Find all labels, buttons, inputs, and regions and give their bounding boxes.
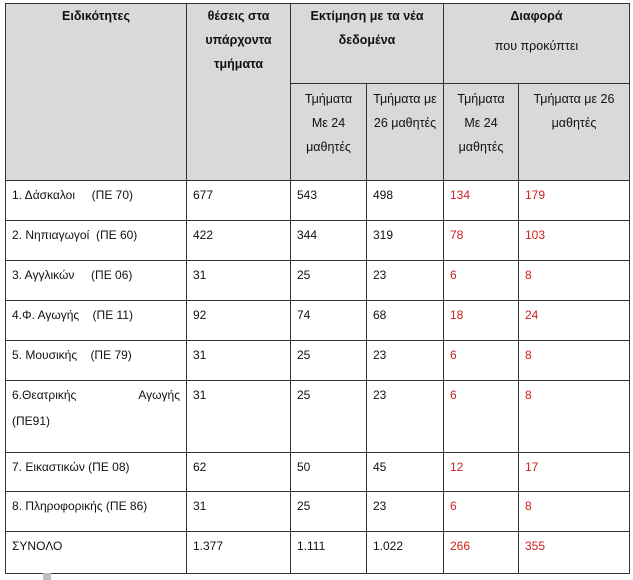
- table-row: [6, 181, 630, 221]
- row-specialty: 3. Αγγλικών (ΠΕ 06): [6, 261, 187, 301]
- row-specialty: 7. Εικαστικών (ΠΕ 08): [6, 453, 187, 492]
- row-est-26: 23: [367, 381, 444, 453]
- row-specialty: 8. Πληροφορικής (ΠΕ 86): [6, 492, 187, 532]
- row-specialty: 1. Δάσκαλοι (ΠΕ 70): [6, 181, 187, 221]
- row-diff-24: 6: [444, 261, 519, 301]
- row-diff-26: 8: [519, 381, 630, 453]
- row-diff-24: 18: [444, 301, 519, 341]
- table-row: [6, 221, 630, 261]
- row-est-24: 543: [291, 181, 367, 221]
- row-specialty: [6, 381, 187, 453]
- header-difference: [444, 4, 630, 84]
- row-diff-24: 6: [444, 381, 519, 453]
- header-difference-subtitle: που προκύπτει: [494, 39, 579, 53]
- page-edge-mark: [43, 573, 51, 580]
- row-diff-24: 134: [444, 181, 519, 221]
- row-est-26: 498: [367, 181, 444, 221]
- header-specialties: Ειδικότητες: [6, 4, 187, 181]
- header-difference-title: Διαφορά: [510, 9, 563, 23]
- row-est-24: 74: [291, 301, 367, 341]
- row-existing: 31: [187, 261, 291, 301]
- header-estimate-24: Τμήματα Με 24 μαθητές: [291, 84, 367, 181]
- row-specialty: 4.Φ. Αγωγής (ΠΕ 11): [6, 301, 187, 341]
- header-diff-26: Τμήματα με 26 μαθητές: [519, 84, 630, 181]
- row-est-24: 50: [291, 453, 367, 492]
- header-estimate-26: Τμήματα με 26 μαθητές: [367, 84, 444, 181]
- header-estimate: Εκτίμηση με τα νέα δεδομένα: [291, 4, 444, 84]
- row-existing: 31: [187, 381, 291, 453]
- row-existing: 422: [187, 221, 291, 261]
- row-est-26: 23: [367, 492, 444, 532]
- row-diff-24: 6: [444, 492, 519, 532]
- specialties-table: [5, 3, 630, 574]
- row-est-24: 1.111: [291, 532, 367, 574]
- row-diff-26: 8: [519, 492, 630, 532]
- row-existing: 1.377: [187, 532, 291, 574]
- row-diff-24: 78: [444, 221, 519, 261]
- row-est-24: 25: [291, 341, 367, 381]
- header-diff-24: Τμήματα Με 24 μαθητές: [444, 84, 519, 181]
- table-row: [6, 453, 630, 492]
- row-specialty: ΣΥΝΟΛΟ: [6, 532, 187, 574]
- row-existing: 677: [187, 181, 291, 221]
- row-diff-26: 8: [519, 261, 630, 301]
- row-diff-24: 266: [444, 532, 519, 574]
- row-est-26: 319: [367, 221, 444, 261]
- table-row: [6, 381, 630, 453]
- table-row: [6, 261, 630, 301]
- row-est-26: 23: [367, 261, 444, 301]
- table-row: [6, 301, 630, 341]
- row-diff-24: 6: [444, 341, 519, 381]
- table-row: [6, 492, 630, 532]
- table-row: [6, 341, 630, 381]
- row-diff-26: 355: [519, 532, 630, 574]
- row-est-24: 344: [291, 221, 367, 261]
- row-diff-26: 24: [519, 301, 630, 341]
- row-specialty: 5. Μουσικής (ΠΕ 79): [6, 341, 187, 381]
- row-existing: 92: [187, 301, 291, 341]
- row-specialty: 2. Νηπιαγωγοί (ΠΕ 60): [6, 221, 187, 261]
- row-existing: 62: [187, 453, 291, 492]
- row-est-24: 25: [291, 381, 367, 453]
- table-row-total: [6, 532, 630, 574]
- row-existing: 31: [187, 492, 291, 532]
- header-existing-positions: θέσεις στα υπάρχοντα τμήματα: [187, 4, 291, 181]
- row-diff-26: 17: [519, 453, 630, 492]
- row-diff-26: 103: [519, 221, 630, 261]
- row-existing: 31: [187, 341, 291, 381]
- row-diff-26: 8: [519, 341, 630, 381]
- row-est-26: 23: [367, 341, 444, 381]
- row-est-26: 68: [367, 301, 444, 341]
- row-diff-26: 179: [519, 181, 630, 221]
- row-specialty-line1: 6.Θεατρικής Αγωγής: [12, 388, 180, 402]
- row-est-26: 45: [367, 453, 444, 492]
- row-specialty-line2: (ΠΕ91): [12, 414, 51, 428]
- row-diff-24: 12: [444, 453, 519, 492]
- row-est-26: 1.022: [367, 532, 444, 574]
- row-est-24: 25: [291, 492, 367, 532]
- row-est-24: 25: [291, 261, 367, 301]
